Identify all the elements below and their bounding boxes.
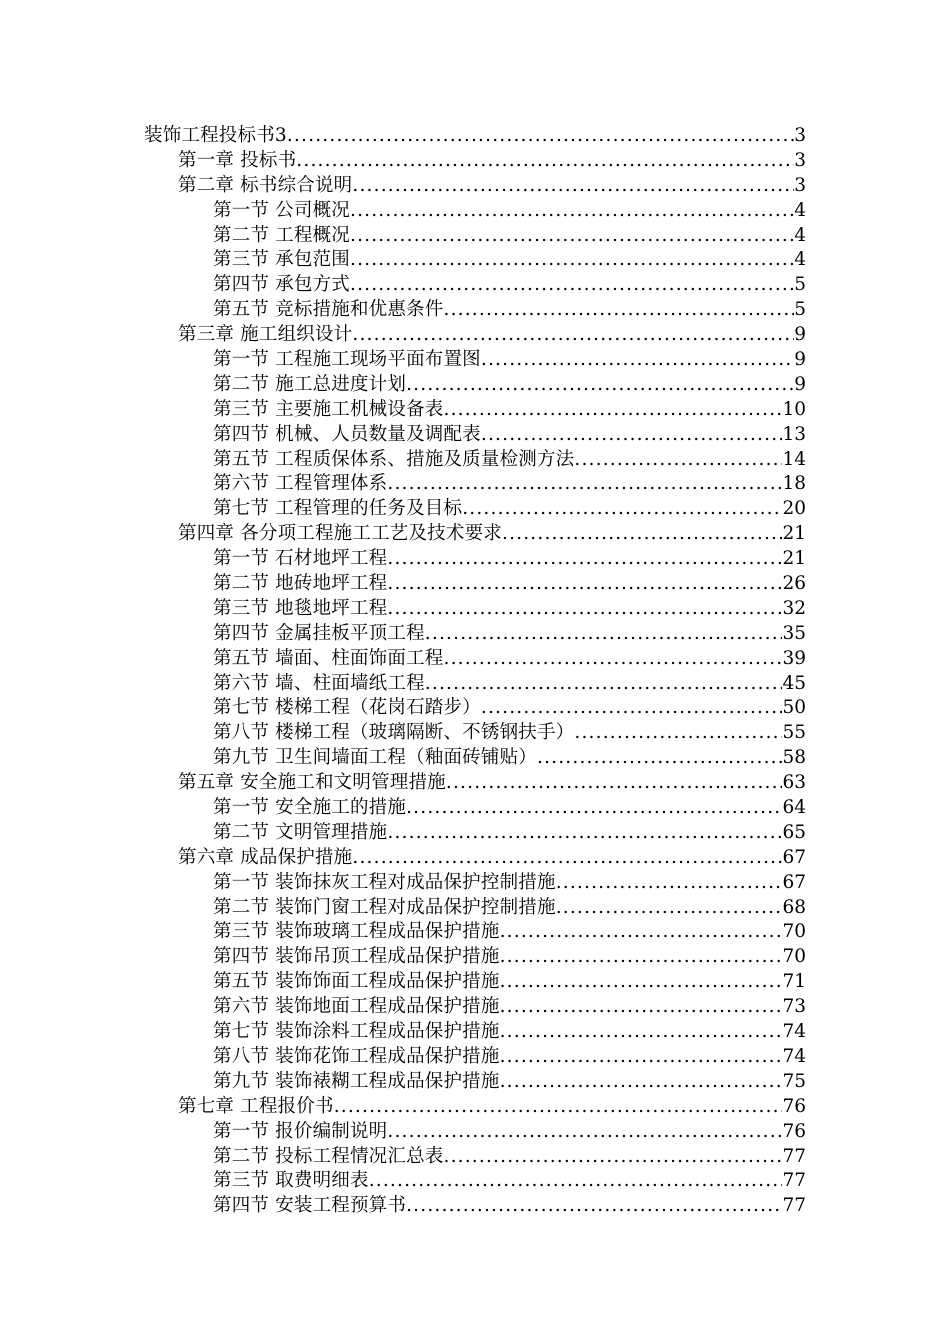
toc-entry-section[interactable] bbox=[0, 398, 950, 423]
toc-page-number: 18 bbox=[782, 473, 806, 495]
toc-page-number: 32 bbox=[782, 597, 806, 619]
toc-page-number: 5 bbox=[794, 274, 806, 296]
toc-entry-title: 第六章 成品保护措施 bbox=[178, 846, 353, 868]
toc-entry-title: 第九节 卫生间墙面工程（釉面砖铺贴） bbox=[213, 747, 537, 769]
toc-entry-title: 第三节 装饰玻璃工程成品保护措施 bbox=[213, 921, 500, 943]
toc-dot-leader bbox=[352, 174, 794, 199]
toc-page-number: 77 bbox=[782, 1145, 806, 1167]
toc-page-number: 26 bbox=[782, 573, 806, 595]
toc-entry-chapter[interactable] bbox=[0, 323, 950, 348]
toc-entry-title: 第二章 标书综合说明 bbox=[178, 174, 353, 196]
toc-entry-section[interactable] bbox=[0, 970, 950, 995]
toc-dot-leader bbox=[352, 846, 782, 871]
toc-entry-title: 第四节 机械、人员数量及调配表 bbox=[213, 423, 481, 445]
toc-page-number: 20 bbox=[782, 498, 806, 520]
toc-page-number: 55 bbox=[782, 722, 806, 744]
toc-page-number: 10 bbox=[782, 398, 806, 420]
toc-entry-title: 装饰工程投标书3 bbox=[144, 124, 287, 146]
toc-dot-leader bbox=[443, 398, 782, 423]
toc-page-number: 35 bbox=[782, 622, 806, 644]
toc-page-number: 65 bbox=[782, 821, 806, 843]
toc-entry-section[interactable] bbox=[0, 995, 950, 1020]
toc-entry-section[interactable] bbox=[0, 696, 950, 721]
toc-page-number: 70 bbox=[782, 921, 806, 943]
toc-entry-section[interactable] bbox=[0, 622, 950, 647]
toc-dot-leader bbox=[574, 448, 782, 473]
toc-page-number: 63 bbox=[782, 772, 806, 794]
toc-entry-section[interactable] bbox=[0, 497, 950, 522]
toc-entry-title: 第五节 工程质保体系、措施及质量检测方法 bbox=[213, 448, 575, 470]
toc-entry-chapter[interactable] bbox=[0, 174, 950, 199]
toc-page-number: 77 bbox=[782, 1170, 806, 1192]
toc-page-number: 74 bbox=[782, 1021, 806, 1043]
toc-page-number: 4 bbox=[794, 199, 806, 221]
toc-entry-title: 第二节 工程概况 bbox=[213, 224, 350, 246]
toc-page-number: 9 bbox=[794, 373, 806, 395]
toc-entry-section[interactable] bbox=[0, 298, 950, 323]
toc-dot-leader bbox=[443, 1145, 782, 1170]
toc-entry-section[interactable] bbox=[0, 796, 950, 821]
toc-entry-title: 第五章 安全施工和文明管理措施 bbox=[178, 772, 446, 794]
toc-entry-section[interactable] bbox=[0, 572, 950, 597]
toc-dot-leader bbox=[443, 647, 782, 672]
toc-dot-leader bbox=[500, 920, 783, 945]
toc-entry-section[interactable] bbox=[0, 721, 950, 746]
toc-entry-section[interactable] bbox=[0, 921, 950, 946]
toc-dot-leader bbox=[350, 224, 794, 249]
toc-page-number: 3 bbox=[794, 174, 806, 196]
toc-entry-section[interactable] bbox=[0, 1020, 950, 1045]
toc-dot-leader bbox=[481, 696, 783, 721]
toc-entry-section[interactable] bbox=[0, 423, 950, 448]
toc-dot-leader bbox=[406, 373, 794, 398]
toc-entry-title: 第七章 工程报价书 bbox=[178, 1095, 334, 1117]
toc-entry-title: 第四章 各分项工程施工工艺及技术要求 bbox=[178, 523, 502, 545]
toc-entry-title: 第二节 投标工程情况汇总表 bbox=[213, 1145, 444, 1167]
toc-entry-title: 第一节 公司概况 bbox=[213, 199, 350, 221]
toc-entry-title: 第一节 安全施工的措施 bbox=[213, 797, 407, 819]
toc-entry-title: 第八节 装饰花饰工程成品保护措施 bbox=[213, 1045, 500, 1067]
toc-entry-section[interactable] bbox=[0, 448, 950, 473]
toc-entry-section[interactable] bbox=[0, 821, 950, 846]
toc-entry-section[interactable] bbox=[0, 871, 950, 896]
toc-entry-section[interactable] bbox=[0, 373, 950, 398]
toc-dot-leader bbox=[406, 796, 782, 821]
toc-entry-section[interactable] bbox=[0, 1194, 950, 1219]
toc-page-number: 4 bbox=[794, 224, 806, 246]
toc-page-number: 76 bbox=[782, 1095, 806, 1117]
toc-dot-leader bbox=[556, 896, 783, 921]
toc-page-number: 5 bbox=[794, 299, 806, 321]
toc-page-number: 71 bbox=[782, 971, 806, 993]
toc-entry-title: 第七节 工程管理的任务及目标 bbox=[213, 498, 463, 520]
toc-entry-title: 第三章 施工组织设计 bbox=[178, 324, 353, 346]
toc-page-number: 39 bbox=[782, 647, 806, 669]
toc-page-number: 3 bbox=[794, 149, 806, 171]
toc-entry-section[interactable] bbox=[0, 597, 950, 622]
toc-dot-leader bbox=[425, 622, 783, 647]
toc-dot-leader bbox=[387, 597, 782, 622]
toc-entry-section[interactable] bbox=[0, 472, 950, 497]
toc-dot-leader bbox=[387, 1120, 782, 1145]
toc-entry-title: 第五节 竞标措施和优惠条件 bbox=[213, 299, 444, 321]
toc-page-number: 9 bbox=[794, 349, 806, 370]
toc-entry-chapter[interactable] bbox=[0, 522, 950, 547]
toc-page-number: 3 bbox=[794, 124, 806, 146]
toc-dot-leader bbox=[500, 1020, 783, 1045]
toc-dot-leader bbox=[387, 472, 782, 497]
toc-entry-title: 第三节 主要施工机械设备表 bbox=[213, 398, 444, 420]
toc-dot-leader bbox=[334, 1095, 783, 1120]
toc-page-number: 73 bbox=[782, 996, 806, 1018]
toc-entry-section[interactable] bbox=[0, 348, 950, 373]
toc-page-number: 77 bbox=[782, 1195, 806, 1217]
toc-entry-title: 第七节 楼梯工程（花岗石踏步） bbox=[213, 697, 481, 719]
toc-page-number: 21 bbox=[782, 548, 806, 570]
toc-entry-title: 第一章 投标书 bbox=[178, 149, 297, 171]
toc-entry-title: 第六节 装饰地面工程成品保护措施 bbox=[213, 996, 500, 1018]
toc-entry-title: 第五节 墙面、柱面饰面工程 bbox=[213, 647, 444, 669]
toc-dot-leader bbox=[425, 672, 783, 697]
toc-entry-title: 第二节 装饰门窗工程对成品保护控制措施 bbox=[213, 896, 556, 918]
toc-dot-leader bbox=[296, 149, 794, 174]
toc-page-number: 4 bbox=[794, 249, 806, 271]
toc-entry-title: 第二节 地砖地坪工程 bbox=[213, 573, 388, 595]
toc-entry-section[interactable] bbox=[0, 945, 950, 970]
toc-entry-title: 第五节 装饰饰面工程成品保护措施 bbox=[213, 971, 500, 993]
toc-dot-leader bbox=[500, 1045, 783, 1070]
toc-dot-leader bbox=[387, 547, 782, 572]
toc-page-number: 75 bbox=[782, 1070, 806, 1092]
toc-dot-leader bbox=[387, 821, 782, 846]
toc-entry-title: 第一节 工程施工现场平面布置图 bbox=[213, 349, 481, 370]
toc-entry-section[interactable] bbox=[0, 1169, 950, 1194]
toc-page-number: 14 bbox=[782, 448, 806, 470]
toc-page-number: 64 bbox=[782, 797, 806, 819]
toc-entry-title: 第四节 金属挂板平顶工程 bbox=[213, 622, 425, 644]
toc-entry-title: 第七节 装饰涂料工程成品保护措施 bbox=[213, 1021, 500, 1043]
toc-dot-leader bbox=[352, 323, 794, 348]
toc-dot-leader bbox=[574, 721, 782, 746]
toc-entry-title: 第九节 装饰裱糊工程成品保护措施 bbox=[213, 1070, 500, 1092]
toc-dot-leader bbox=[462, 497, 782, 522]
toc-page-number: 68 bbox=[782, 896, 806, 918]
toc-dot-leader bbox=[387, 572, 782, 597]
toc-entry-title: 第四节 装饰吊顶工程成品保护措施 bbox=[213, 946, 500, 968]
toc-entry-section[interactable] bbox=[0, 672, 950, 697]
toc-page-number: 50 bbox=[782, 697, 806, 719]
toc-entry-chapter[interactable] bbox=[0, 771, 950, 796]
toc-dot-leader bbox=[350, 273, 794, 298]
toc-dot-leader bbox=[502, 522, 782, 547]
toc-entry-document[interactable] bbox=[0, 124, 950, 149]
toc-entry-title: 第二节 施工总进度计划 bbox=[213, 373, 407, 395]
toc-entry-chapter[interactable] bbox=[0, 846, 950, 871]
toc-page-number: 13 bbox=[782, 423, 806, 445]
table-of-contents bbox=[0, 124, 950, 1219]
toc-entry-section[interactable] bbox=[0, 248, 950, 273]
toc-dot-leader bbox=[500, 945, 783, 970]
toc-dot-leader bbox=[500, 970, 783, 995]
toc-entry-section[interactable] bbox=[0, 273, 950, 298]
toc-entry-section[interactable] bbox=[0, 896, 950, 921]
toc-page-number: 9 bbox=[794, 324, 806, 346]
toc-entry-section[interactable] bbox=[0, 199, 950, 224]
toc-entry-title: 第一节 石材地坪工程 bbox=[213, 548, 388, 570]
toc-entry-chapter[interactable] bbox=[0, 1095, 950, 1120]
toc-entry-title: 第一节 装饰抹灰工程对成品保护控制措施 bbox=[213, 871, 556, 893]
toc-entry-title: 第六节 墙、柱面墙纸工程 bbox=[213, 672, 425, 694]
toc-entry-section[interactable] bbox=[0, 746, 950, 771]
toc-dot-leader bbox=[481, 348, 794, 373]
toc-entry-section[interactable] bbox=[0, 1120, 950, 1145]
toc-page-number: 70 bbox=[782, 946, 806, 968]
toc-entry-title: 第八节 楼梯工程（玻璃隔断、不锈钢扶手） bbox=[213, 722, 575, 744]
toc-dot-leader bbox=[556, 871, 783, 896]
toc-dot-leader bbox=[481, 423, 783, 448]
toc-dot-leader bbox=[446, 771, 783, 796]
toc-entry-section[interactable] bbox=[0, 1070, 950, 1095]
toc-dot-leader bbox=[537, 746, 782, 771]
toc-page-number: 45 bbox=[782, 672, 806, 694]
toc-page-number: 76 bbox=[782, 1120, 806, 1142]
toc-page-number: 74 bbox=[782, 1045, 806, 1067]
toc-dot-leader bbox=[369, 1169, 783, 1194]
toc-page-number: 67 bbox=[782, 846, 806, 868]
toc-entry-title: 第三节 承包范围 bbox=[213, 249, 350, 271]
toc-entry-chapter[interactable] bbox=[0, 149, 950, 174]
toc-dot-leader bbox=[287, 124, 794, 149]
toc-entry-title: 第一节 报价编制说明 bbox=[213, 1120, 388, 1142]
toc-entry-title: 第四节 安装工程预算书 bbox=[213, 1195, 407, 1217]
toc-dot-leader bbox=[406, 1194, 782, 1219]
toc-dot-leader bbox=[500, 1070, 783, 1095]
toc-entry-title: 第三节 地毯地坪工程 bbox=[213, 597, 388, 619]
toc-dot-leader bbox=[443, 298, 794, 323]
toc-dot-leader bbox=[500, 995, 783, 1020]
toc-entry-section[interactable] bbox=[0, 224, 950, 249]
toc-dot-leader bbox=[350, 199, 794, 224]
toc-dot-leader bbox=[350, 248, 794, 273]
toc-page-number: 21 bbox=[782, 523, 806, 545]
toc-entry-title: 第四节 承包方式 bbox=[213, 274, 350, 296]
toc-entry-section[interactable] bbox=[0, 647, 950, 672]
toc-entry-section[interactable] bbox=[0, 547, 950, 572]
toc-entry-title: 第二节 文明管理措施 bbox=[213, 821, 388, 843]
toc-entry-section[interactable] bbox=[0, 1145, 950, 1170]
toc-entry-title: 第三节 取费明细表 bbox=[213, 1170, 369, 1192]
toc-page-number: 58 bbox=[782, 747, 806, 769]
toc-entry-title: 第六节 工程管理体系 bbox=[213, 473, 388, 495]
toc-entry-section[interactable] bbox=[0, 1045, 950, 1070]
toc-page-number: 67 bbox=[782, 871, 806, 893]
